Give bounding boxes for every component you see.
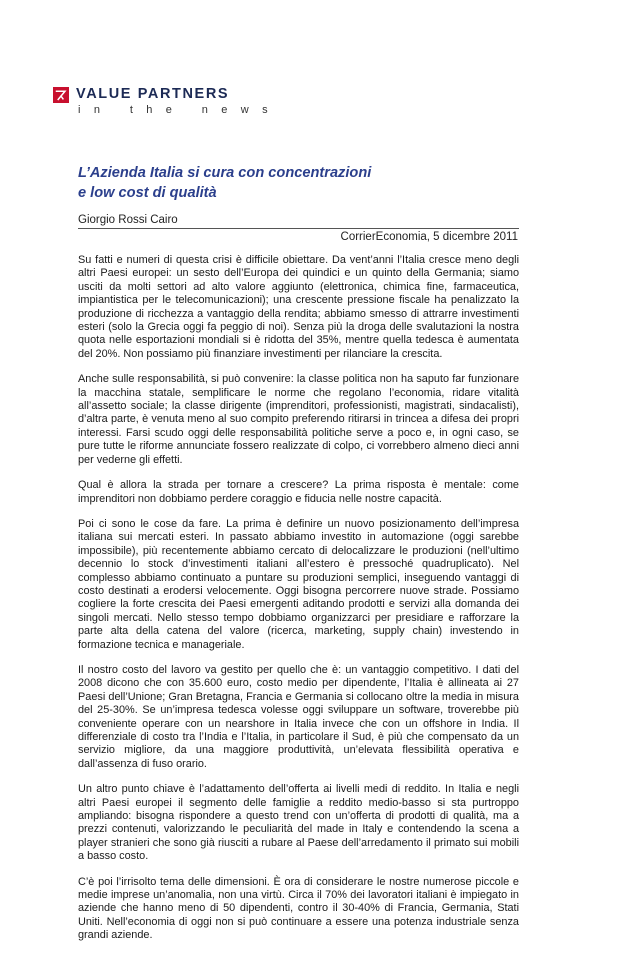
article-paragraph: Qual è allora la strada per tornare a crescere? La prima risposta è mentale: come imprenditori non dobbiamo perdere coraggio e fiducia nelle nostre capacità. [78,479,519,505]
article-body [78,254,519,955]
article-title-line-2: e low cost di qualità [78,185,217,201]
brand-tagline: in the news [78,104,282,116]
article-paragraph: Poi ci sono le cose da fare. La prima è definire un nuovo posizionamento dell’impresa italiana sui mercati esteri. In passato abbiamo investito in automazione (oggi sarebbe impossibile), più recentemente abbiamo cercato di delocalizzare le produzioni (nell’ultimo decennio lo stock d’investimenti italiani all’estero è pressoché quadruplicato). Nel complesso abbiamo continuato a puntare su produzioni semplici, inseguendo vantaggi di costo destinati a erodersi velocemente. Oggi bisogna percorrere nuove strade. Possiamo cogliere la forte crescita dei Paesi emergenti aditando prodotti e servizi alla domanda dei singoli mercati. Nello stesso tempo dobbiamo organizzarci per presidiare e rafforzare la parte alta della catena del valore (ricerca, marketing, supply chain) investendo in formazione tecnica e manageriale. [78,517,519,651]
article-paragraph: Il nostro costo del lavoro va gestito per quello che è: un vantaggio competitivo. I dati del 2008 dicono che con 35.600 euro, costo medio per dipendente, l’Italia è allineata ai 27 Paesi dell’Unione; Gran Bretagna, Francia e Germania si collocano oltre la media in misura del 25-30%. Se un’impresa tedesca volesse oggi sviluppare un software, troverebbe più conveniente operare con un nearshore in Italia invece che con un offshore in India. Il differenziale di costo tra l’India e l’Italia, in particolare il Sud, è più che compensato da un servizio migliore, da una maggiore produttività, un’elevata flessibilità operativa e dall’assenza di fuso orario. [78,663,519,770]
article-source: CorrierEconomia, 5 dicembre 2011 [340,231,518,243]
header-divider [78,228,519,229]
article-paragraph: Anche sulle responsabilità, si può convenire: la classe politica non ha saputo far funzionare la macchina statale, semplificare le norme che regolano l’economia, ridare vitalità all’assetto sociale; la classe dirigente (imprenditori, professionisti, magistrati, sindacalisti), d’altra parte, è venuta meno al suo compito preferendo ritirarsi in trincea a difesa dei propri interessi. Farsi scudo oggi delle responsabilità politiche serve a poco e, in ogni caso, se pure tutte le riforme annunciate fossero realizzate di colpo, ci vorrebbero almeno dieci anni per vederne gli effetti. [78,373,519,466]
value-partners-logo-icon [53,87,69,103]
article-title [78,163,558,203]
article-paragraph: C’è poi l’irrisolto tema delle dimensioni. È ora di considerare le nostre numerose piccole e medie imprese un’anomalia, non una virtù. Circa il 70% dei lavoratori italiani è impiegato in aziende che hanno meno di 50 dipendenti, contro il 30-40% di Francia, Germania, Stati Uniti. Nell’economia di oggi non si può continuare a essere una potenza industriale senza grandi aziende. [78,875,519,942]
article-title-line-1: L’Azienda Italia si cura con concentrazioni [78,165,372,181]
article-paragraph: Su fatti e numeri di questa crisi è difficile obiettare. Da vent’anni l’Italia cresce meno degli altri Paesi europei: un sesto dell’Europa dei quindici e un quinto della Germania; siamo usciti da molti settori ad alto valore aggiunto (elettronica, chimica fine, farmaceutica, impiantistica per le telecomunicazioni); una crescente pressione fiscale ha penalizzato la produzione di ricchezza a vantaggio della rendita; abbiamo smesso di attrarre investimenti esteri (solo la Grecia oggi fa peggio di noi). Senza più la droga delle svalutazioni la nostra quota nelle esportazioni mondiali si è ridotta del 35%, mentre quella tedesca è aumentata del 20%. Non possiamo più finanziare investimenti per rilanciare la crescita. [78,254,519,360]
article-author: Giorgio Rossi Cairo [78,214,178,226]
brand-name: VALUE PARTNERS [76,86,230,102]
article-paragraph: Un altro punto chiave è l’adattamento dell’offerta ai livelli medi di reddito. In Italia e negli altri Paesi europei il segmento delle famiglie a reddito medio-basso si sta purtroppo ampliando: bisogna rispondere a questo trend con un’offerta di prodotti di qualità, ma a prezzi contenuti, valorizzando le peculiarità del made in Italy e contendendo la scena a player stranieri che sono già riusciti a rubare al Paese dell’arredamento il primato sui mobili a basso costo. [78,783,519,863]
